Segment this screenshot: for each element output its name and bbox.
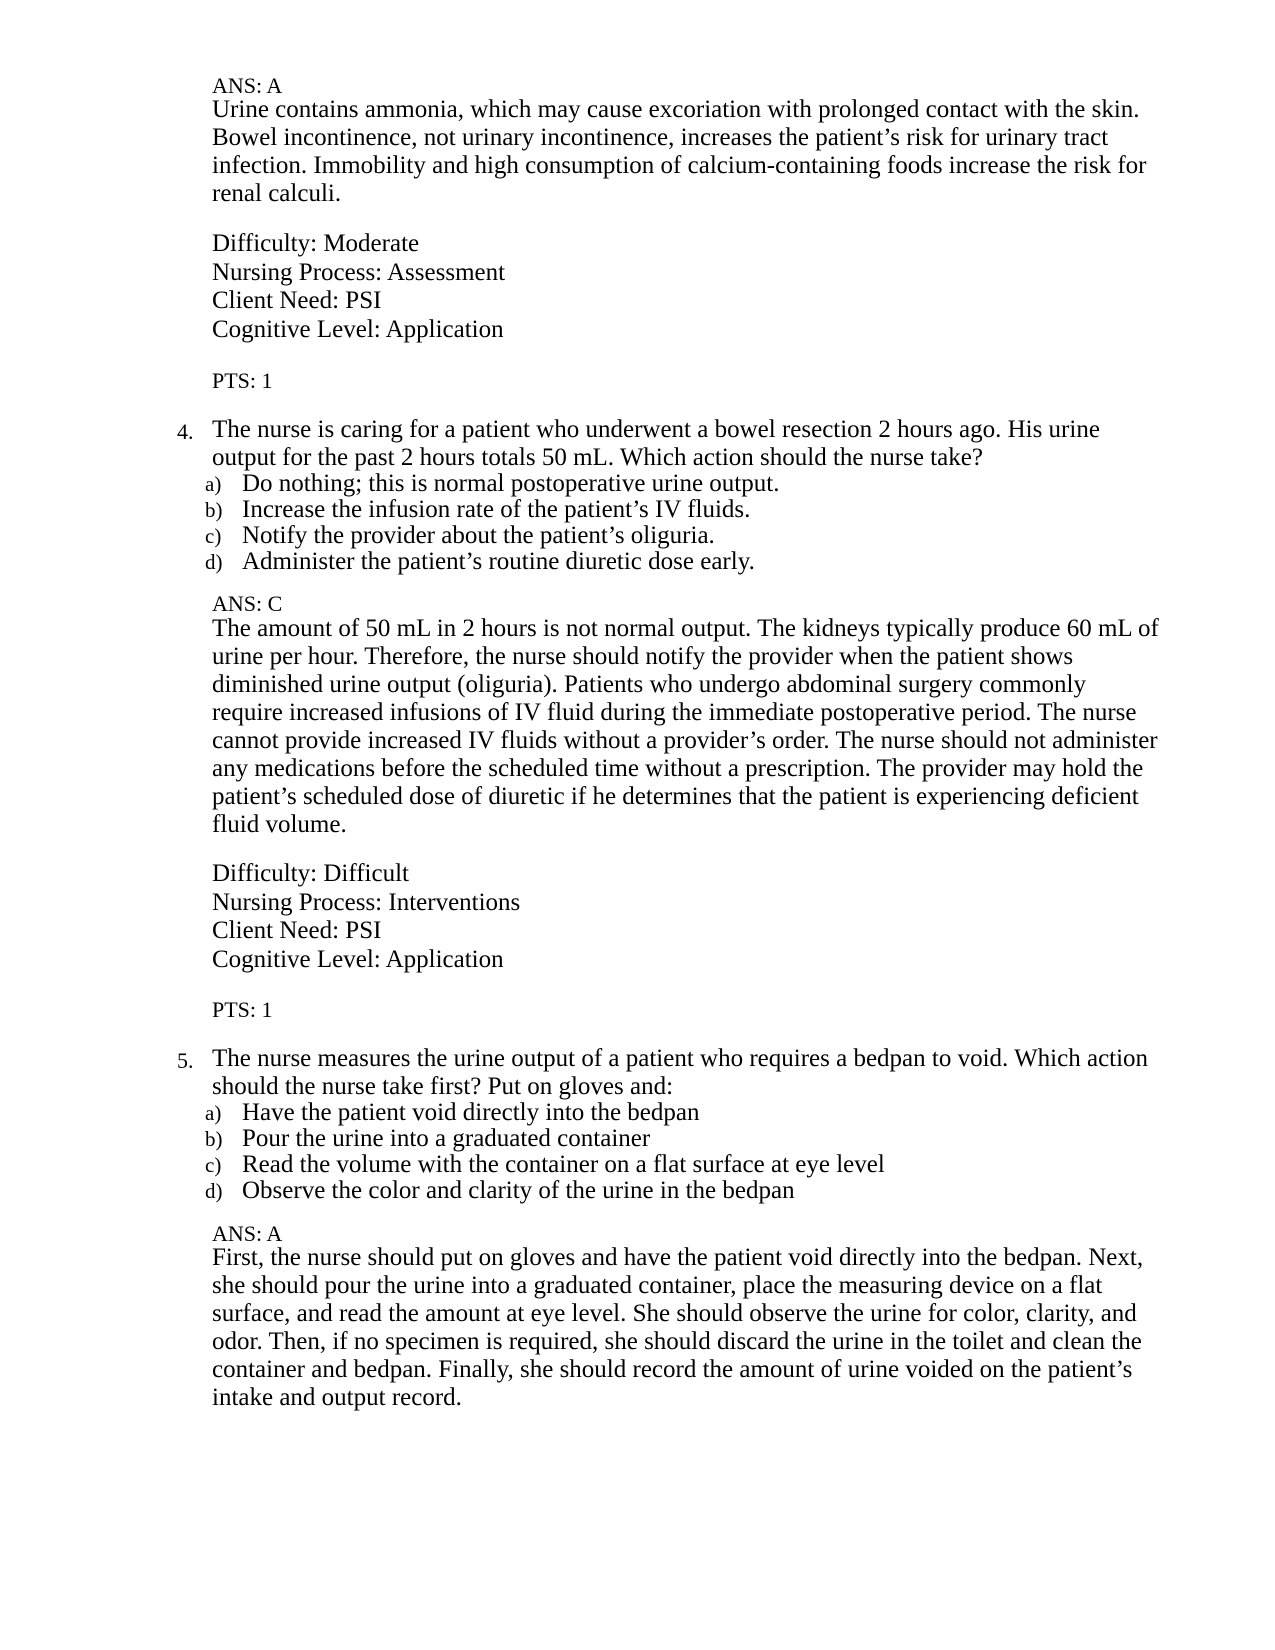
- stem-line: output for the past 2 hours totals 50 mL. Which action should the nurse take?: [212, 444, 983, 471]
- option-d: [205, 1178, 795, 1204]
- rationale-line: container and bedpan. Finally, she should record the amount of urine voided on the patient’s: [212, 1356, 1133, 1383]
- question-number: 4.: [177, 419, 194, 444]
- option-d: [205, 549, 755, 575]
- stem-line: should the nurse take first? Put on gloves and:: [212, 1073, 674, 1100]
- option-letter: b): [205, 1127, 223, 1151]
- option-b: [205, 497, 750, 523]
- option-text: Read the volume with the container on a flat surface at eye level: [242, 1151, 885, 1178]
- rationale-line: diminished urine output (oliguria). Patients who undergo abdominal surgery commonly: [212, 671, 1086, 698]
- points: PTS: 1: [212, 997, 273, 1022]
- stem-line: The nurse is caring for a patient who underwent a bowel resection 2 hours ago. His urine: [212, 416, 1100, 443]
- rationale-q3: [212, 96, 1162, 208]
- option-text: Observe the color and clarity of the urine in the bedpan: [242, 1177, 795, 1204]
- option-c: [205, 1152, 885, 1178]
- option-text: Notify the provider about the patient’s oliguria.: [242, 522, 715, 549]
- question-number: 5.: [177, 1048, 194, 1073]
- difficulty: Difficulty: Difficult: [212, 860, 409, 887]
- rationale-line: urine per hour. Therefore, the nurse should notify the provider when the patient shows: [212, 643, 1074, 670]
- option-text: Have the patient void directly into the bedpan: [242, 1099, 700, 1126]
- answer-label: ANS: A: [212, 73, 283, 98]
- nursing-process: Nursing Process: Assessment: [212, 258, 506, 286]
- rationale-line: surface, and read the amount at eye level. She should observe the urine for color, clarity, and: [212, 1300, 1137, 1327]
- rationale-q5: [212, 1244, 1162, 1412]
- cognitive-level: Cognitive Level: Application: [212, 315, 504, 343]
- metadata-q3: [212, 230, 1162, 344]
- client-need: Client Need: PSI: [212, 287, 382, 314]
- rationale-line: The amount of 50 mL in 2 hours is not normal output. The kidneys typically produce 60 mL of: [212, 615, 1159, 642]
- rationale-line: Bowel incontinence, not urinary incontinence, increases the patient’s risk for urinary tract: [212, 124, 1109, 151]
- option-letter: d): [205, 550, 223, 574]
- rationale-line: First, the nurse should put on gloves and have the patient void directly into the bedpan. Next,: [212, 1244, 1144, 1271]
- rationale-line: patient’s scheduled dose of diuretic if he determines that the patient is experiencing deficient: [212, 783, 1139, 810]
- option-text: Pour the urine into a graduated container: [242, 1125, 651, 1152]
- option-letter: a): [205, 1101, 222, 1125]
- option-letter: c): [205, 524, 222, 548]
- option-text: Administer the patient’s routine diuretic dose early.: [242, 548, 755, 575]
- option-letter: c): [205, 1153, 222, 1177]
- option-letter: a): [205, 472, 222, 496]
- rationale-line: renal calculi.: [212, 180, 342, 207]
- answer-label: ANS: C: [212, 591, 283, 616]
- rationale-line: require increased infusions of IV fluid during the immediate postoperative period. The nurse: [212, 699, 1137, 726]
- option-b: [205, 1126, 650, 1152]
- rationale-line: any medications before the scheduled time without a prescription. The provider may hold the: [212, 755, 1144, 782]
- option-c: [205, 523, 715, 549]
- answer-block-q4: [212, 590, 1162, 618]
- option-text: Increase the infusion rate of the patient’s IV fluids.: [242, 496, 751, 523]
- points-q3: [212, 367, 1162, 395]
- cognitive-level: Cognitive Level: Application: [212, 945, 504, 973]
- answer-label: ANS: A: [212, 1221, 283, 1246]
- option-a: [205, 471, 779, 497]
- rationale-q4: [212, 615, 1162, 839]
- question-stem-4: [212, 416, 1100, 472]
- option-letter: b): [205, 498, 223, 522]
- rationale-line: infection. Immobility and high consumption of calcium-containing foods increase the risk for: [212, 152, 1147, 179]
- difficulty: Difficulty: Moderate: [212, 230, 420, 257]
- rationale-line: fluid volume.: [212, 811, 347, 838]
- rationale-line: intake and output record.: [212, 1384, 462, 1411]
- points: PTS: 1: [212, 368, 273, 393]
- rationale-line: cannot provide increased IV fluids without a provider’s order. The nurse should not administer: [212, 727, 1158, 754]
- question-stem-5: [212, 1045, 1148, 1101]
- option-text: Do nothing; this is normal postoperative urine output.: [242, 470, 780, 497]
- rationale-line: Urine contains ammonia, which may cause excoriation with prolonged contact with the skin.: [212, 96, 1140, 123]
- option-letter: d): [205, 1179, 223, 1203]
- option-a: [205, 1100, 700, 1126]
- points-q4: [212, 996, 1162, 1024]
- nursing-process: Nursing Process: Interventions: [212, 888, 521, 916]
- metadata-q4: [212, 860, 1162, 974]
- rationale-line: she should pour the urine into a graduated container, place the measuring device on a flat: [212, 1272, 1103, 1299]
- client-need: Client Need: PSI: [212, 917, 382, 944]
- stem-line: The nurse measures the urine output of a patient who requires a bedpan to void. Which action: [212, 1045, 1149, 1072]
- rationale-line: odor. Then, if no specimen is required, she should discard the urine in the toilet and clean the: [212, 1328, 1142, 1355]
